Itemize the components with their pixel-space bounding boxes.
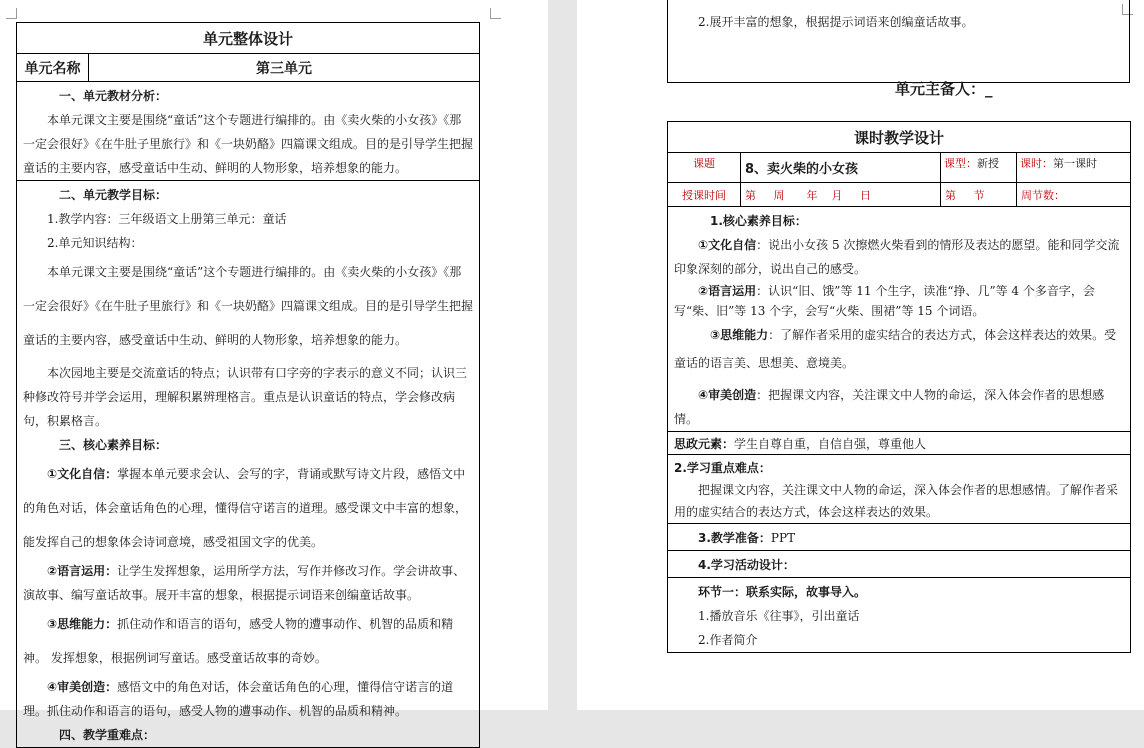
lesson-goal-culture-text: ：说出小女孩 5 次擦燃火柴看到的情形及表达的愿望。能和同学交流印象深刻的部分，说出自己的感受。 [674, 238, 1120, 276]
lesson-period [1017, 153, 1131, 183]
unit-goals-heading: 二、单元教学目标： [59, 188, 168, 202]
document-page-right [577, 0, 1144, 710]
lesson-goal-culture-label: ①文化自信 [698, 238, 757, 252]
activity-step-2: 2.作者简介 [698, 633, 758, 647]
garden-text: 本次园地主要是交流童话的特点；认识带有口字旁的字表示的意义不同；认识三种修改符号并学会运用，理解积累辨理格言。重点是认识童话的特点，学会修改病句，积累格言。 [23, 366, 468, 428]
key-difficulty-heading: 四、教学重难点： [59, 728, 156, 742]
time-week-date [741, 183, 941, 207]
unit-name-value: 第三单元 [89, 54, 480, 82]
activity-heading: 4.学习活动设计： [698, 558, 795, 572]
goal-culture [23, 457, 473, 559]
unit-design-table [16, 22, 480, 748]
period-value: 第一课时 [1053, 157, 1097, 170]
key-difficulty-cell [668, 455, 1131, 524]
goal-aesthetic-label: ④审美创造： [47, 680, 118, 694]
goal-aesthetic-text: 感悟文中的角色对话，体会童话角色的心理，懂得信守诺言的道理。抓住动作和语言的语句，感受人物的遭事动作、机智的品质和精神。 [23, 680, 454, 718]
ideology-label: 思政元素： [674, 437, 735, 451]
knowledge-structure-text: 本单元课文主要是围绕“童话”这个专题进行编排的。由《卖火柴的小女孩》《那一定会很好》《在牛肚子里旅行》和《一块奶酪》四篇课文组成。目的是引导学生把握童话的主要内容，感受童话中生动、鲜明的人物形象，培养想象的能力。 [23, 265, 474, 347]
continued-cell [668, 0, 1130, 83]
topic-label: 课题 [668, 153, 741, 183]
goal-language-text: 让学生发挥想象，运用所学方法，写作并修改习作。学会讲故事、演故事、编写童话故事。展开丰富的想象，根据提示词语来创编童话故事。 [23, 564, 466, 602]
lesson-goal-thinking-label: ③思维能力 [710, 328, 769, 342]
lesson-key-heading: 2.学习重点难点： [674, 461, 771, 475]
lesson-key-text: 把握课文内容，关注课文中人物的命运，深入体会作者的思想感情。了解作者采用的虚实结合的表达方式，体会这样表达的效果。 [674, 483, 1119, 519]
corner-mark [490, 8, 501, 19]
material-analysis-heading: 一、单元教材分析： [59, 89, 168, 103]
knowledge-structure: 2.单元知识结构： [47, 236, 143, 250]
core-goals-cell [668, 207, 1131, 432]
goal-thinking-label: ③思维能力： [47, 617, 118, 631]
goal-culture-label: ①文化自信： [47, 467, 118, 481]
time-label: 授课时间 [668, 183, 741, 207]
total-label: 周节数： [1017, 183, 1131, 207]
lesson-goal-thinking-text: ：了解作者采用的虚实结合的表达方式，体会这样表达的效果。受童话的语言美、思想美、意境美。 [674, 328, 1117, 370]
preparation-cell [668, 524, 1131, 551]
activity-heading-cell [668, 551, 1131, 578]
lesson-goal-language [674, 281, 1124, 321]
activity-stage-1: 环节一：联系实际，故事导入。 [698, 585, 867, 599]
activity-cell [668, 578, 1131, 653]
unit-preparer [895, 78, 993, 99]
teaching-content: 1.教学内容：三年级语文上册第三单元：童话 [47, 212, 287, 226]
lesson-goal-aesthetic-text: ：把握课文内容，关注课文中人物的命运，深入体会作者的思想感情。 [674, 388, 1105, 426]
continued-table [667, 0, 1130, 83]
unit-name-label: 单元名称 [17, 54, 89, 82]
time-date: 年 月 日 [806, 188, 871, 202]
corner-mark [6, 8, 17, 19]
type-value: 新授 [977, 157, 999, 170]
ideology-cell [668, 432, 1131, 455]
goal-language [23, 559, 473, 607]
goal-language-label: ②语言运用： [47, 564, 118, 578]
material-analysis-cell [17, 82, 480, 181]
time-section: 第 节 [941, 183, 1017, 207]
lesson-type [941, 153, 1017, 183]
goal-thinking [23, 607, 473, 675]
preparation-value: PPT [770, 531, 796, 545]
preparation [674, 526, 1124, 550]
unit-design-title: 单元整体设计 [17, 23, 480, 54]
document-page-left [0, 0, 548, 742]
preparation-label: 3.教学准备： [698, 531, 771, 545]
unit-goals-cell [17, 181, 480, 748]
type-label: 课型： [944, 157, 977, 170]
preparer-label: 单元主备人： [895, 80, 986, 98]
lesson-design-table [667, 121, 1131, 653]
core-goals-heading: 三、核心素养目标： [59, 438, 168, 452]
preparer-value: _ [985, 80, 993, 98]
ideology-text: 学生自尊自重，自信自强，尊重他人 [734, 437, 927, 451]
lesson-goal-thinking [674, 321, 1124, 377]
lesson-goal-language-label: ②语言运用 [698, 284, 757, 298]
lesson-goal-aesthetic-label: ④审美创造 [698, 388, 757, 402]
goal-culture-text: 掌握本单元要求会认、会写的字，背诵或默写诗文片段，感悟文中的角色对话，体会童话角色的心理，懂得信守诺言的道理。感受课文中丰富的想象，能发挥自己的想象体会诗词意境，感受祖国文字的优美。 [23, 467, 468, 549]
lesson-core-heading: 1.核心素养目标： [710, 214, 807, 228]
goal-thinking-text: 抓住动作和语言的语句，感受人物的遭事动作、机智的品质和精神。 发挥想象，根据例词写童话。感受童话故事的奇妙。 [23, 617, 454, 665]
lesson-goal-aesthetic [674, 383, 1124, 431]
topic-value: 8、卖火柴的小女孩 [741, 153, 941, 183]
lesson-goal-culture [674, 233, 1124, 281]
goal-aesthetic [23, 675, 473, 723]
lesson-design-title: 课时教学设计 [668, 122, 1131, 153]
time-week: 第 周 [745, 188, 785, 202]
activity-step-1: 1.播放音乐《往事》，引出童话 [698, 609, 860, 623]
material-analysis-text: 本单元课文主要是围绕“童话”这个专题进行编排的。由《卖火柴的小女孩》《那一定会很好》《在牛肚子里旅行》和《一块奶酪》四篇课文组成。目的是引导学生把握童话的主要内容，感受童话中生动、鲜明的人物形象，培养想象的能力。 [23, 113, 474, 175]
continued-text: 2.展开丰富的想象，根据提示词语来创编童话故事。 [698, 15, 974, 29]
period-label: 课时： [1020, 157, 1053, 170]
lesson-goal-language-text: ：认识“旧、饿”等 11 个生字，读准“挣、几”等 4 个多音字，会写“柴、旧”等 13 个字，会写“火柴、围裙”等 15 个词语。 [674, 284, 1095, 318]
